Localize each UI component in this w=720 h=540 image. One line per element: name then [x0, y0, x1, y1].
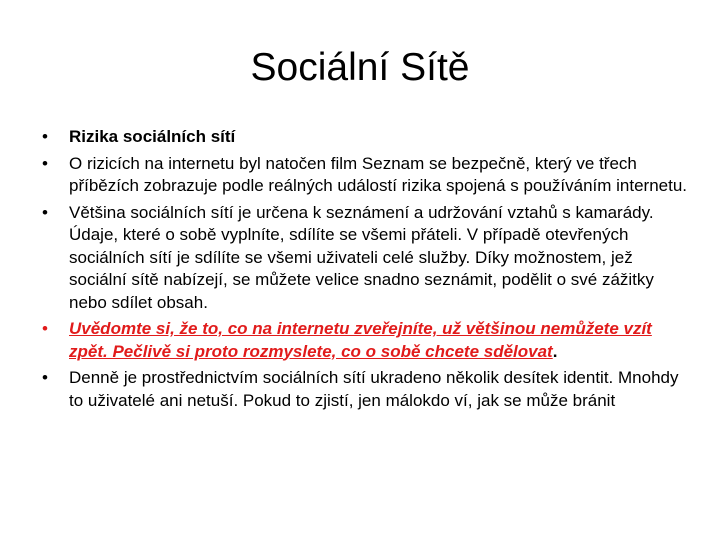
bullet-text: Většina sociálních sítí je určena k seznámení a udržování vztahů s kamarády. Údaje, které o sobě vyplníte, sdílíte se všemi přáteli. V případě otevřených sociálních sítí je sdílíte se všemi uživateli celé služby. Díky možnostem, jež sociální sítě nabízejí, se můžete velice snadno seznámit, podělit o své zážitky nebo sdílet obsah.: [69, 202, 654, 312]
bullet-item-warning: [38, 318, 688, 363]
bullet-item-risks-heading: [38, 126, 688, 149]
bullet-icon: •: [42, 368, 48, 387]
bullet-icon: •: [42, 319, 48, 338]
warning-text-container: [69, 318, 688, 363]
bullet-item-social-networks: [38, 202, 688, 315]
warning-text: Uvědomte si, že to, co na internetu zveřejníte, už většinou nemůžete vzít zpět. Pečlivě si proto rozmyslete, co o sobě chcete sdělovat: [69, 319, 652, 361]
bullet-icon: •: [42, 202, 48, 222]
bullet-item-identity-theft: [38, 367, 688, 412]
bullet-text: Rizika sociálních sítí: [69, 127, 236, 146]
bullet-text: O rizicích na internetu byl natočen film Seznam se bezpečně, který ve třech příbězích zobrazuje podle reálných událostí rizika spojená s používáním internetu.: [69, 153, 688, 195]
bullet-list: [38, 126, 688, 416]
bullet-icon: •: [42, 153, 48, 173]
warning-period: .: [552, 341, 558, 361]
bullet-item-film: [38, 153, 688, 198]
slide-title: Sociální Sítě: [250, 46, 470, 89]
bullet-icon: •: [42, 127, 48, 146]
bullet-text: Denně je prostřednictvím sociálních sítí ukradeno několik desítek identit. Mnohdy to uživatelé ani netuší. Pokud to zjistí, jen málokdo ví, jak se může bránit: [69, 368, 679, 410]
